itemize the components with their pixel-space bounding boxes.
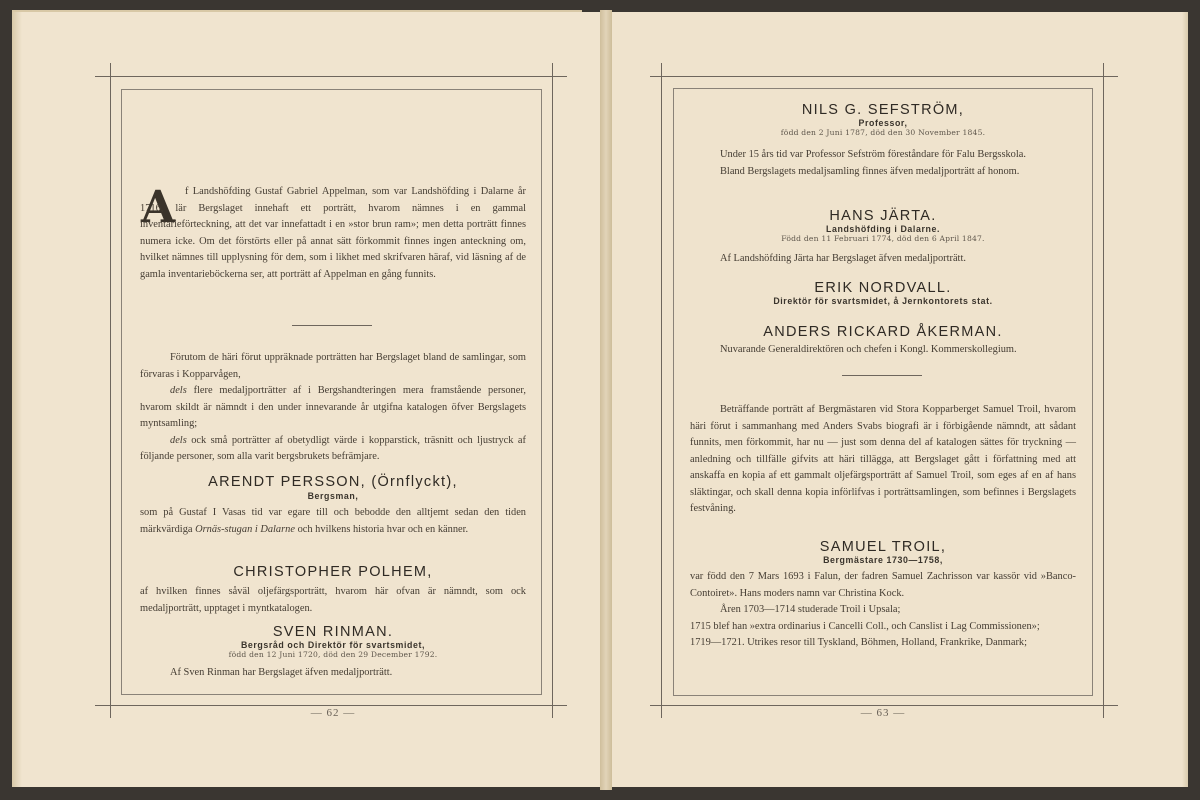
medal-portraits-para <box>140 383 526 433</box>
right-frame-top-line <box>650 76 1118 77</box>
troil-text-2: Åren 1703—1714 studerade Troil i Upsala; <box>720 604 901 615</box>
persson-title: Bergsman, <box>307 491 359 501</box>
left-frame-right-line <box>552 63 553 718</box>
drop-cap: A <box>141 182 176 233</box>
akerman-name: ANDERS RICKARD ÅKERMAN. <box>763 324 1003 340</box>
medal-portraits-text: flere medaljporträtter af i Bergshandteringen mera framstående personer, hvarom skildt är nämndt i den under innevarande år utgifna katalogen öfver Bergslagets myntsamling; <box>140 385 526 429</box>
troil-text-block <box>690 569 1076 652</box>
troil-name: SAMUEL TROIL, <box>819 539 947 555</box>
collections-section <box>140 350 526 466</box>
right-section-divider <box>842 375 922 376</box>
rinman-dates: född den 12 Juni 1720, död den 29 December 1792. <box>228 650 438 659</box>
troil-intro-block <box>690 402 1076 518</box>
intro-paragraph <box>140 184 526 283</box>
jarta-text: Af Landshöfding Järta har Bergslaget äfven medaljporträtt. <box>720 253 966 264</box>
troil-heading <box>690 539 1076 565</box>
nordvall-heading <box>690 280 1076 306</box>
sefstrom-text-block <box>690 147 1076 180</box>
sefstrom-heading <box>690 102 1076 137</box>
persson-text-block <box>140 505 526 538</box>
polhem-heading <box>140 564 526 580</box>
sefstrom-text-1: Under 15 års tid var Professor Sefström föreståndare för Falu Bergsskola. <box>720 149 1026 160</box>
persson-heading <box>140 474 526 501</box>
akerman-text-block <box>690 342 1076 359</box>
rinman-heading <box>140 624 526 659</box>
small-portraits-text: ock små porträtter af obetydligt värde i kopparstick, träsnitt och ljustryck af följande personer, som alla varit bergsbrukets befrämjare. <box>140 434 526 462</box>
left-page-number: — 62 — <box>310 707 356 719</box>
left-frame-bottom-line <box>95 705 567 706</box>
jarta-name: HANS JÄRTA. <box>829 208 937 224</box>
troil-intro-text: Beträffande porträtt af Bergmästaren vid Stora Kopparberget Samuel Troil, hvarom häri förut i sammanhang med Anders Svabs biografi är i förbigående nämndt, att sådant funnits, men förkommit, har nu — just som denna del af katalogen sättes för tryckning — anledning och tillfälle gifvits att häri tillägga, att Bergslaget gått i författning med att anskaffa en kopia af ett gammalt oljefärgsporträtt af Samuel Troil, som eges af en af hans släktingar, och skall denna kopia införlifvas i porträttsamlingen, som befinnes i Bergslagets festvåning. <box>690 404 1076 514</box>
akerman-text: Nuvarande Generaldirektören och chefen i Kongl. Kommerskollegium. <box>720 344 1017 355</box>
sefstrom-dates: född den 2 Juni 1787, död den 30 November 1845. <box>780 128 986 137</box>
dels-word-2: dels <box>170 434 187 446</box>
jarta-title: Landshöfding i Dalarne. <box>826 224 940 234</box>
right-frame-bottom-line <box>650 705 1118 706</box>
ornas-stugan: Ornäs-stugan i Dalarne <box>195 523 295 535</box>
polhem-text: af hvilken finnes såväl oljefärgsporträtt, hvarom här ofvan är nämndt, som ock medaljporträtt, upptaget i myntkatalogen. <box>140 586 526 614</box>
intro-text: f Landshöfding Gustaf Gabriel Appelman, som var Landshöfding i Dalarne år 1716, lär Bergslaget innehaft ett porträtt, hvarom nämnes i en gammal inventarieförteckning, att det var innefattadt i en »stor brun ram»; men detta porträtt finnes numera icke. Om det förstörts eller på annat sätt förkommit finnes ingen anteckning om, hvilket nämnes till upplysning för dem, som i likhet med skrifvaren häraf, vid läsning af de gamla inventarieböckerna ser, att porträtt af Appelman en gång funnits. <box>140 186 526 280</box>
dels-word-1: dels <box>170 385 187 396</box>
jarta-text-block <box>690 251 1076 268</box>
rinman-name: SVEN RINMAN. <box>272 624 394 640</box>
rinman-title: Bergsråd och Direktör för svartsmidet, <box>240 640 426 650</box>
left-section-divider <box>292 325 372 326</box>
jarta-dates: Född den 11 Februari 1774, död den 6 April 1847. <box>781 234 985 243</box>
collections-intro: Förutom de häri förut uppräknade porträtten har Bergslaget bland de samlingar, som förvaras i Kopparvågen, <box>140 352 526 380</box>
rinman-text: Af Sven Rinman har Bergslaget äfven medaljporträtt. <box>170 667 393 678</box>
small-portraits-para <box>140 433 526 466</box>
troil-title: Bergmästare 1730—1758, <box>823 555 943 565</box>
left-frame-top-line <box>95 76 567 77</box>
nordvall-title: Direktör för svartsmidet, å Jernkontorets stat. <box>773 296 993 306</box>
persson-text <box>140 505 526 538</box>
book-spine <box>600 10 612 790</box>
troil-text-4: 1719—1721. Utrikes resor till Tyskland, Böhmen, Holland, Frankrike, Danmark; <box>690 637 1028 648</box>
persson-text-a: som på Gustaf I Vasas tid var egare till och bebodde den alltjemt sedan den tiden märkvärdiga <box>140 507 526 535</box>
akerman-heading <box>690 324 1076 340</box>
polhem-name: CHRISTOPHER POLHEM, <box>233 564 433 580</box>
persson-text-b: och hvilkens historia hvar och en känner. <box>294 523 469 535</box>
sefstrom-text-2: Bland Bergslagets medaljsamling finnes äfven medaljporträtt af honom. <box>720 165 1020 177</box>
troil-text-3: 1715 blef han »extra ordinarius i Cancelli Coll., och Canslist i Lag Commissionen»; <box>690 620 1040 632</box>
nordvall-name: ERIK NORDVALL. <box>814 280 952 296</box>
sefstrom-title: Professor, <box>858 118 908 128</box>
right-frame-left-line <box>661 63 662 718</box>
persson-name: ARENDT PERSSON, (Örnflyckt), <box>208 474 458 490</box>
sefstrom-name: NILS G. SEFSTRÖM, <box>801 102 965 118</box>
right-page-number: — 63 — <box>860 707 906 719</box>
rinman-text-block <box>140 665 526 682</box>
polhem-text-block <box>140 584 526 617</box>
troil-text-1: var född den 7 Mars 1693 i Falun, der fadren Samuel Zachrisson var kassör vid »Banco-Contoiret». Hans moders namn var Christina Kock. <box>690 571 1076 599</box>
left-frame-left-line <box>110 63 111 718</box>
jarta-heading <box>690 208 1076 243</box>
right-frame-right-line <box>1103 63 1104 718</box>
